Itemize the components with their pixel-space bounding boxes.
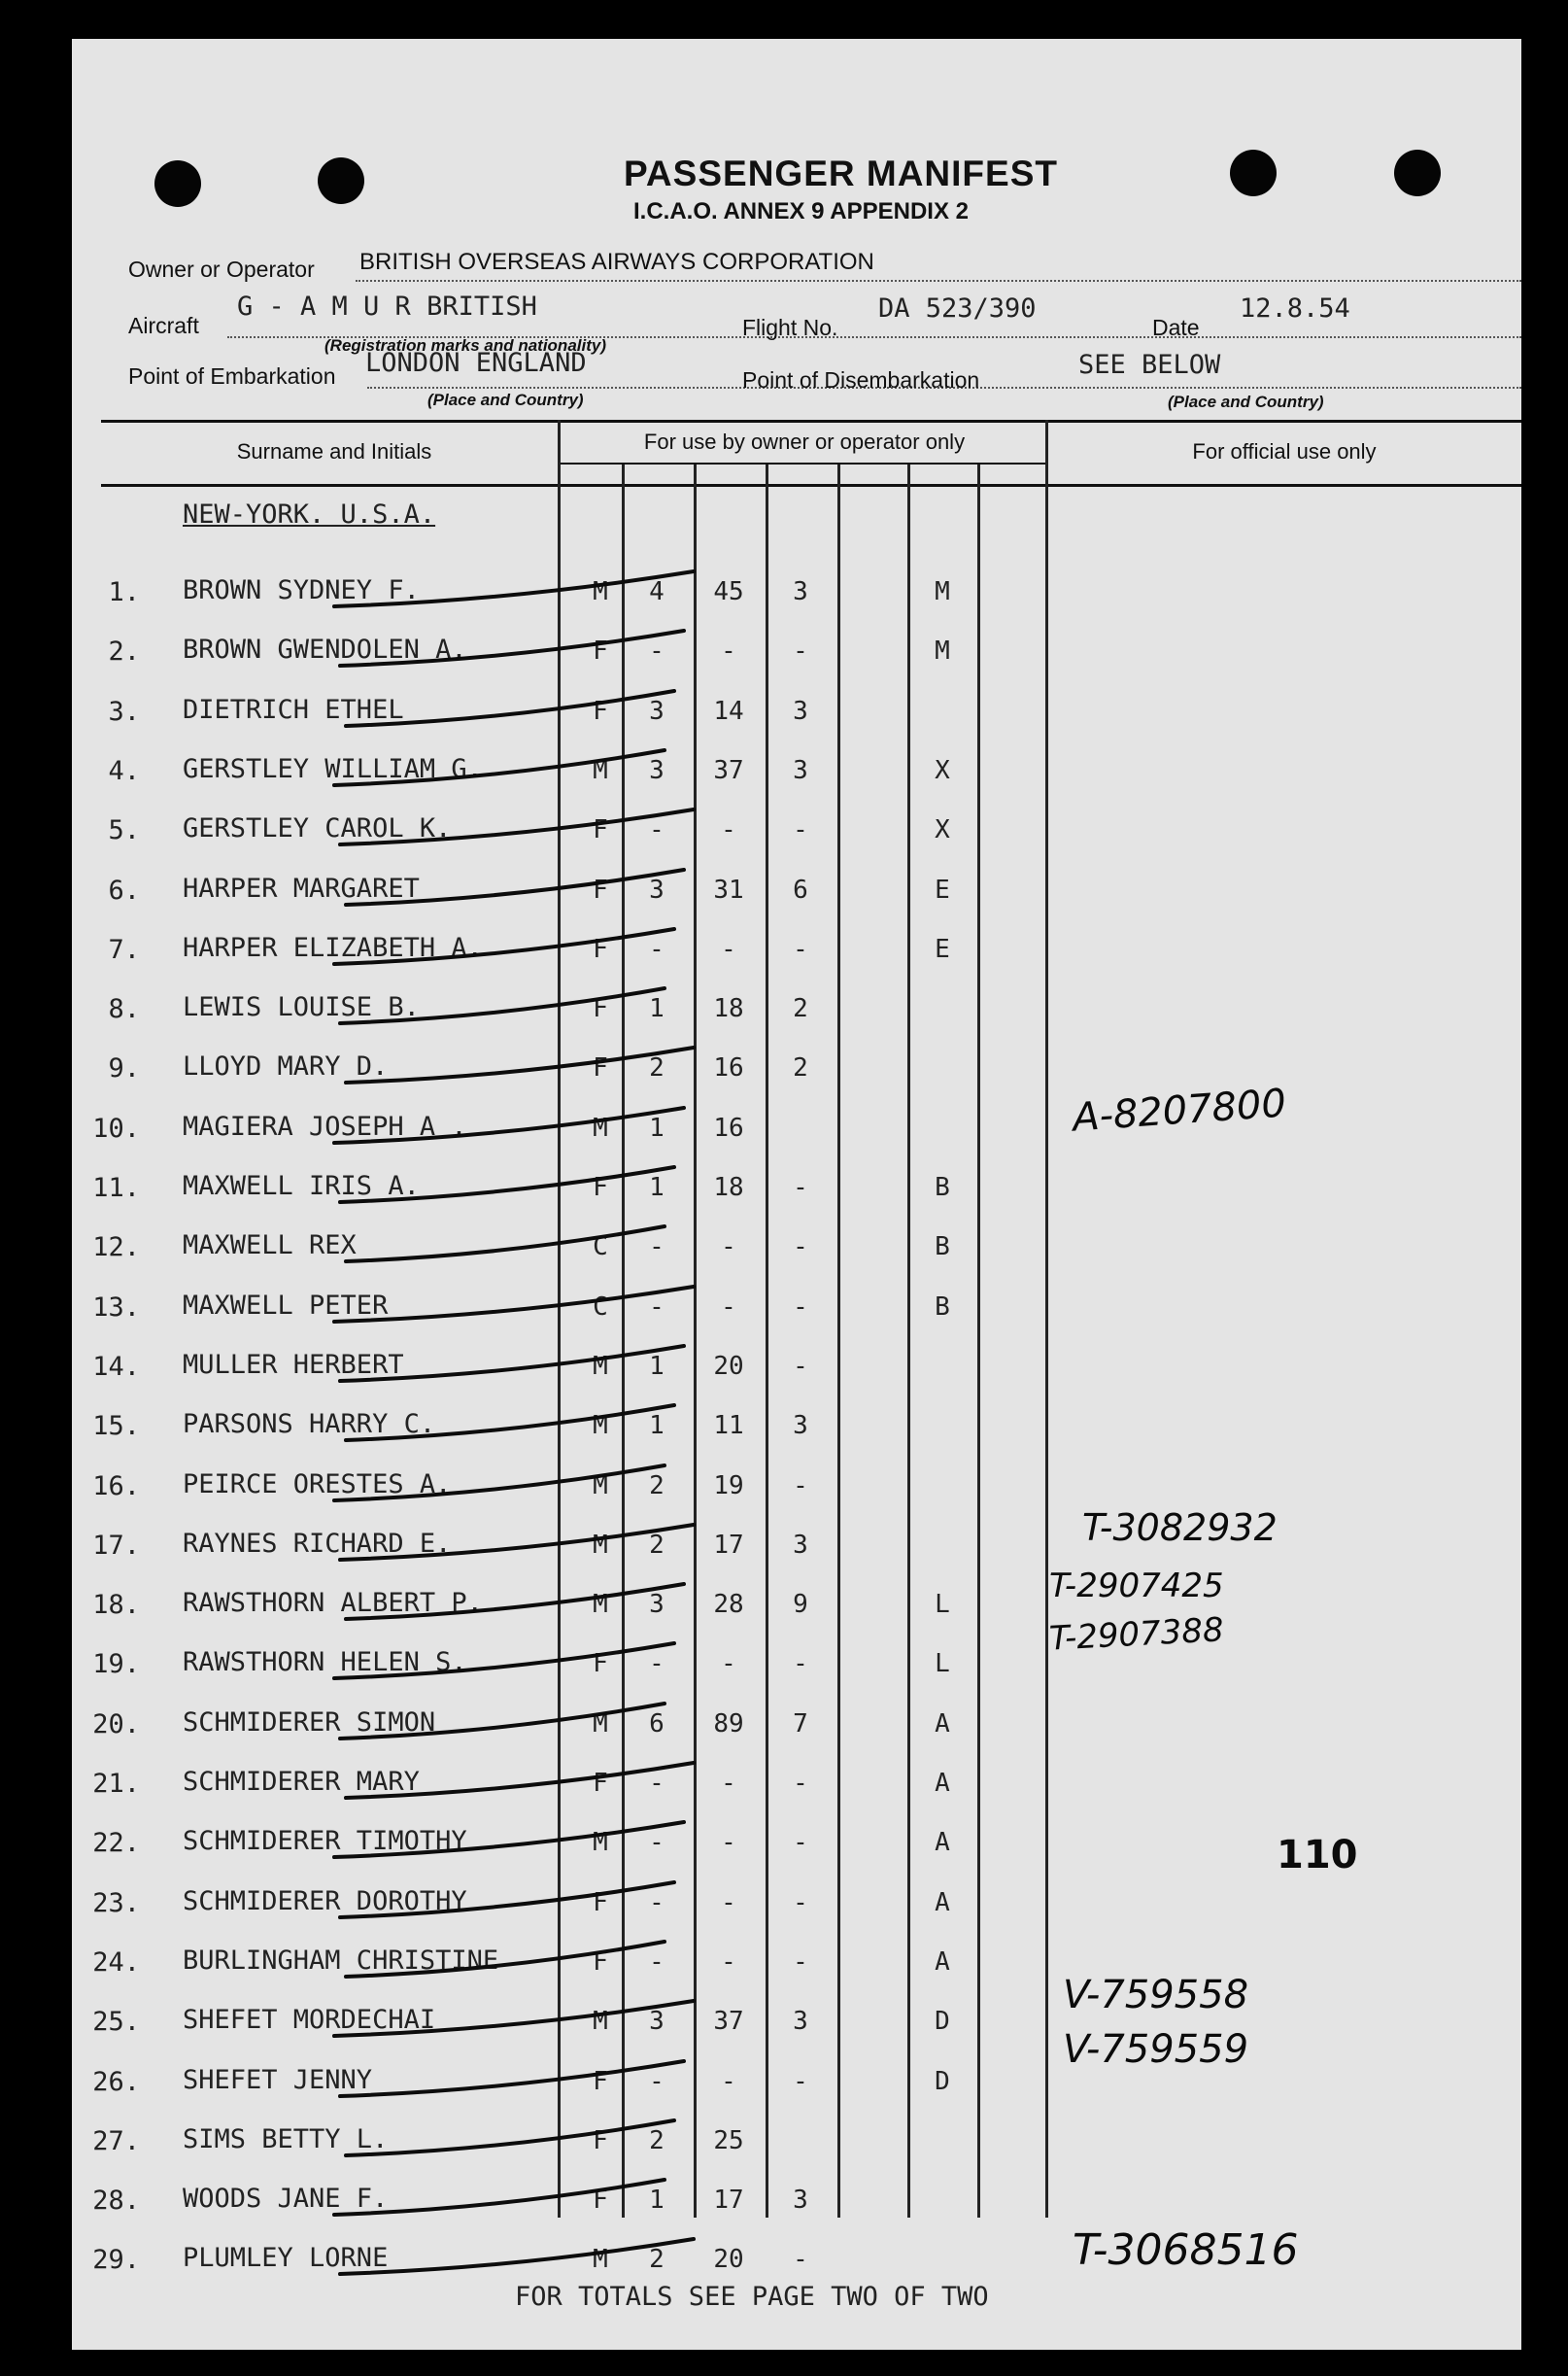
- check-stroke: [346, 870, 684, 905]
- passenger-name: HARPER ELIZABETH A.: [183, 933, 483, 963]
- cell-c4: 2: [793, 1053, 808, 1083]
- row-number: 26.: [92, 2067, 140, 2097]
- cell-c2: -: [649, 815, 665, 844]
- cell-c6: D: [935, 2067, 950, 2096]
- flight-label: Flight No.: [742, 315, 838, 340]
- cell-c4: 3: [793, 1411, 808, 1440]
- row-number: 22.: [92, 1828, 140, 1858]
- passenger-name: SHEFET MORDECHAI: [183, 2005, 436, 2035]
- row-number: 18.: [92, 1590, 140, 1620]
- aircraft-label: Aircraft: [128, 313, 199, 338]
- cell-c3: 28: [713, 1590, 744, 1619]
- passenger-name: RAWSTHORN ALBERT P.: [183, 1588, 483, 1618]
- passenger-name: DIETRICH ETHEL: [183, 695, 404, 725]
- cell-c3: 37: [713, 756, 744, 785]
- check-stroke: [334, 1643, 674, 1678]
- cell-c1: F: [593, 876, 608, 905]
- cell-c4: -: [793, 1947, 808, 1977]
- cell-c4: -: [793, 1828, 808, 1857]
- passenger-name: SCHMIDERER TIMOTHY: [183, 1826, 467, 1856]
- cell-c1: M: [593, 1352, 608, 1381]
- cell-c1: F: [593, 1947, 608, 1977]
- cell-c6: D: [935, 2007, 950, 2036]
- cell-c6: A: [935, 1888, 950, 1917]
- passenger-name: MAXWELL IRIS A.: [183, 1171, 420, 1201]
- cell-c2: -: [649, 1232, 665, 1261]
- cell-c2: 2: [649, 2245, 665, 2274]
- cell-c6: B: [935, 1292, 950, 1322]
- cell-c2: 3: [649, 876, 665, 905]
- check-stroke: [346, 1584, 684, 1619]
- check-stroke: [334, 571, 694, 606]
- row-number: 5.: [108, 815, 140, 845]
- cell-c6: L: [935, 1590, 950, 1619]
- check-stroke: [346, 1763, 694, 1798]
- row-number: 7.: [108, 935, 140, 965]
- passenger-name: MAGIERA JOSEPH A .: [183, 1112, 467, 1142]
- cell-c1: F: [593, 1053, 608, 1083]
- row-number: 6.: [108, 876, 140, 906]
- cell-c3: -: [721, 1292, 736, 1322]
- cell-c3: 16: [713, 1053, 744, 1083]
- cell-c2: -: [649, 1828, 665, 1857]
- passenger-name: MAXWELL PETER: [183, 1291, 389, 1321]
- row-number: 19.: [92, 1649, 140, 1679]
- row-number: 10.: [92, 1114, 140, 1144]
- cell-c4: -: [793, 1352, 808, 1381]
- cell-c1: F: [593, 1649, 608, 1678]
- cell-c4: -: [793, 1888, 808, 1917]
- check-stroke: [340, 2061, 684, 2096]
- handwritten-row18: T-2907425: [1049, 1567, 1224, 1605]
- cell-c4: 3: [793, 577, 808, 606]
- row-number: 27.: [92, 2126, 140, 2156]
- page-subtitle: I.C.A.O. ANNEX 9 APPENDIX 2: [633, 198, 969, 224]
- cell-c4: 3: [793, 1531, 808, 1560]
- cell-c6: E: [935, 876, 950, 905]
- cell-c2: 1: [649, 1352, 665, 1381]
- handwritten-row19: T-2907388: [1048, 1610, 1225, 1659]
- col-header-name: Surname and Initials: [236, 439, 432, 464]
- check-stroke: [340, 1525, 694, 1560]
- row-number: 17.: [92, 1531, 140, 1561]
- check-stroke: [346, 691, 674, 726]
- cell-c4: 9: [793, 1590, 808, 1619]
- cell-c4: 2: [793, 994, 808, 1023]
- cell-c1: M: [593, 1114, 608, 1143]
- cell-c1: F: [593, 1888, 608, 1917]
- cell-c2: -: [649, 1888, 665, 1917]
- cell-c2: 4: [649, 577, 665, 606]
- passenger-name: SCHMIDERER DOROTHY: [183, 1886, 467, 1916]
- cell-c6: M: [935, 577, 950, 606]
- row-number: 13.: [92, 1292, 140, 1323]
- cell-c3: 31: [713, 876, 744, 905]
- cell-c2: -: [649, 1292, 665, 1322]
- check-stroke: [334, 1822, 684, 1857]
- cell-c1: M: [593, 2007, 608, 2036]
- cell-c3: -: [721, 1769, 736, 1798]
- cell-c2: 1: [649, 1173, 665, 1202]
- cell-c1: F: [593, 697, 608, 726]
- section-heading: NEW-YORK. U.S.A.: [183, 499, 436, 530]
- cell-c4: -: [793, 815, 808, 844]
- cell-c2: -: [649, 1649, 665, 1678]
- cell-c6: X: [935, 756, 950, 785]
- cell-c3: 19: [713, 1471, 744, 1500]
- cell-c4: -: [793, 1471, 808, 1500]
- check-stroke: [334, 2001, 694, 2036]
- passenger-name: BURLINGHAM CHRISTINE: [183, 1946, 499, 1976]
- cell-c3: 20: [713, 1352, 744, 1381]
- embark-label: Point of Embarkation: [128, 363, 336, 389]
- cell-c1: M: [593, 1411, 608, 1440]
- passenger-name: SCHMIDERER MARY: [183, 1767, 420, 1797]
- passenger-name: PLUMLEY LORNE: [183, 2243, 389, 2273]
- owner-label: Owner or Operator: [128, 257, 315, 282]
- cell-c2: -: [649, 1947, 665, 1977]
- check-stroke: [334, 2180, 665, 2215]
- passenger-name: HARPER MARGARET: [183, 874, 420, 904]
- check-stroke: [346, 1942, 665, 1977]
- cell-c1: C: [593, 1292, 608, 1322]
- cell-c6: L: [935, 1649, 950, 1678]
- row-number: 3.: [108, 697, 140, 727]
- row-number: 4.: [108, 756, 140, 786]
- cell-c2: -: [649, 935, 665, 964]
- manifest-page: [72, 39, 1521, 2350]
- row-number: 25.: [92, 2007, 140, 2037]
- handwritten-row29: T-3068516: [1073, 2225, 1299, 2275]
- embark-value: LONDON ENGLAND: [365, 348, 587, 378]
- cell-c6: E: [935, 935, 950, 964]
- cell-c3: -: [721, 935, 736, 964]
- cell-c1: C: [593, 1232, 608, 1261]
- row-number: 14.: [92, 1352, 140, 1382]
- cell-c3: 45: [713, 577, 744, 606]
- handwritten-row25: V-759558: [1063, 1973, 1249, 2017]
- cell-c3: -: [721, 1649, 736, 1678]
- col-header-official: For official use only: [1192, 439, 1377, 464]
- cell-c2: 2: [649, 2126, 665, 2155]
- check-stroke: [334, 1108, 684, 1143]
- passenger-name: BROWN SYDNEY F.: [183, 575, 420, 605]
- cell-c2: 2: [649, 1053, 665, 1083]
- row-number: 16.: [92, 1471, 140, 1501]
- aircraft-value: G - A M U R BRITISH: [237, 292, 537, 322]
- passenger-name: GERSTLEY CAROL K.: [183, 813, 452, 844]
- cell-c3: 14: [713, 697, 744, 726]
- row-number: 11.: [92, 1173, 140, 1203]
- cell-c3: 89: [713, 1709, 744, 1739]
- cell-c2: 1: [649, 994, 665, 1023]
- cell-c1: M: [593, 1709, 608, 1739]
- cell-c3: 20: [713, 2245, 744, 2274]
- disembark-label: Point of Disembarkation: [742, 367, 980, 393]
- handwritten-row17: T-3082932: [1082, 1506, 1278, 1549]
- check-stroke: [340, 1346, 684, 1381]
- row-number: 24.: [92, 1947, 140, 1978]
- cell-c2: -: [649, 637, 665, 666]
- cell-c2: -: [649, 2067, 665, 2096]
- row-number: 21.: [92, 1769, 140, 1799]
- cell-c1: M: [593, 1828, 608, 1857]
- check-stroke: [340, 1167, 674, 1202]
- passenger-name: RAYNES RICHARD E.: [183, 1529, 452, 1559]
- check-stroke: [334, 1287, 694, 1322]
- cell-c4: -: [793, 935, 808, 964]
- passenger-name: WOODS JANE F.: [183, 2184, 389, 2214]
- cell-c3: -: [721, 815, 736, 844]
- passenger-name: MAXWELL REX: [183, 1230, 357, 1260]
- row-number: 28.: [92, 2186, 140, 2216]
- cell-c2: 3: [649, 2007, 665, 2036]
- cell-c3: 17: [713, 1531, 744, 1560]
- handwritten-row26: V-759559: [1063, 2027, 1249, 2072]
- cell-c3: 18: [713, 1173, 744, 1202]
- cell-c4: -: [793, 2245, 808, 2274]
- cell-c2: 3: [649, 697, 665, 726]
- cell-c4: -: [793, 1649, 808, 1678]
- date-value: 12.8.54: [1240, 293, 1350, 324]
- cell-c3: 16: [713, 1114, 744, 1143]
- cell-c4: 7: [793, 1709, 808, 1739]
- date-label: Date: [1152, 315, 1200, 340]
- cell-c3: -: [721, 1947, 736, 1977]
- cell-c2: 1: [649, 2186, 665, 2215]
- flight-value: DA 523/390: [878, 293, 1037, 324]
- cell-c2: 6: [649, 1709, 665, 1739]
- cell-c1: M: [593, 1531, 608, 1560]
- table-footer: FOR TOTALS SEE PAGE TWO OF TWO: [515, 2282, 989, 2312]
- cell-c1: M: [593, 1471, 608, 1500]
- check-stroke: [346, 1405, 674, 1440]
- embark-note: (Place and Country): [427, 391, 584, 409]
- row-number: 9.: [108, 1053, 140, 1084]
- check-stroke: [334, 1465, 665, 1500]
- passenger-name: BROWN GWENDOLEN A.: [183, 635, 467, 665]
- passenger-name: LLOYD MARY D.: [183, 1051, 389, 1082]
- check-stroke: [346, 2120, 674, 2155]
- check-stroke: [346, 1048, 694, 1083]
- check-stroke: [346, 1226, 665, 1261]
- row-number: 23.: [92, 1888, 140, 1918]
- cell-c1: M: [593, 1590, 608, 1619]
- cell-c4: -: [793, 1232, 808, 1261]
- cell-c3: -: [721, 2067, 736, 2096]
- cell-c2: 1: [649, 1114, 665, 1143]
- passenger-name: SCHMIDERER SIMON: [183, 1707, 436, 1738]
- cell-c4: 3: [793, 2007, 808, 2036]
- cell-c1: M: [593, 577, 608, 606]
- cell-c1: F: [593, 815, 608, 844]
- check-stroke: [340, 1882, 674, 1917]
- disembark-note: (Place and Country): [1168, 393, 1324, 411]
- cell-c6: A: [935, 1709, 950, 1739]
- passenger-name: SHEFET JENNY: [183, 2065, 373, 2095]
- row-number: 20.: [92, 1709, 140, 1739]
- cell-c4: 3: [793, 756, 808, 785]
- passenger-name: LEWIS LOUISE B.: [183, 992, 420, 1022]
- cell-c1: F: [593, 2126, 608, 2155]
- check-stroke: [340, 809, 694, 844]
- cell-c6: A: [935, 1769, 950, 1798]
- row-number: 2.: [108, 637, 140, 667]
- passenger-name: PEIRCE ORESTES A.: [183, 1469, 452, 1499]
- cell-c3: 25: [713, 2126, 744, 2155]
- registration-note: (Registration marks and nationality): [324, 336, 606, 355]
- cell-c3: 18: [713, 994, 744, 1023]
- cell-c2: 2: [649, 1471, 665, 1500]
- check-stroke: [340, 988, 665, 1023]
- cell-c3: 11: [713, 1411, 744, 1440]
- handwritten-row10: A-8207800: [1071, 1081, 1288, 1141]
- cell-c3: -: [721, 1232, 736, 1261]
- cell-c3: 17: [713, 2186, 744, 2215]
- cell-c4: 3: [793, 697, 808, 726]
- cell-c3: 37: [713, 2007, 744, 2036]
- cell-c3: -: [721, 1888, 736, 1917]
- cell-c1: F: [593, 637, 608, 666]
- check-stroke: [340, 631, 684, 666]
- cell-c6: M: [935, 637, 950, 666]
- row-number: 15.: [92, 1411, 140, 1441]
- passenger-name: PARSONS HARRY C.: [183, 1409, 436, 1439]
- cell-c6: A: [935, 1828, 950, 1857]
- cell-c1: F: [593, 1173, 608, 1202]
- cell-c2: 3: [649, 756, 665, 785]
- check-stroke: [340, 1704, 665, 1739]
- cell-c6: X: [935, 815, 950, 844]
- row-number: 29.: [92, 2245, 140, 2275]
- cell-c6: B: [935, 1232, 950, 1261]
- cell-c1: M: [593, 756, 608, 785]
- cell-c4: -: [793, 1173, 808, 1202]
- cell-c4: -: [793, 1292, 808, 1322]
- passenger-name: GERSTLEY WILLIAM G.: [183, 754, 483, 784]
- cell-c2: -: [649, 1769, 665, 1798]
- cell-c1: M: [593, 2245, 608, 2274]
- cell-c1: F: [593, 994, 608, 1023]
- cell-c4: 3: [793, 2186, 808, 2215]
- passenger-name: MULLER HERBERT: [183, 1350, 404, 1380]
- cell-c2: 2: [649, 1531, 665, 1560]
- cell-c1: F: [593, 935, 608, 964]
- cell-c6: B: [935, 1173, 950, 1202]
- owner-value: BRITISH OVERSEAS AIRWAYS CORPORATION: [359, 249, 874, 275]
- cell-c1: F: [593, 2067, 608, 2096]
- cell-c6: A: [935, 1947, 950, 1977]
- ink-check-marks: [72, 39, 1521, 2350]
- cell-c4: -: [793, 637, 808, 666]
- cell-c4: 6: [793, 876, 808, 905]
- row-number: 12.: [92, 1232, 140, 1262]
- cell-c4: -: [793, 2067, 808, 2096]
- check-stroke: [334, 750, 665, 785]
- disembark-value: SEE BELOW: [1078, 350, 1221, 380]
- cell-c3: -: [721, 637, 736, 666]
- passenger-name: RAWSTHORN HELEN S.: [183, 1647, 467, 1677]
- cell-c2: 1: [649, 1411, 665, 1440]
- cell-c2: 3: [649, 1590, 665, 1619]
- check-stroke: [340, 2239, 694, 2274]
- check-stroke: [334, 929, 674, 964]
- cell-c3: -: [721, 1828, 736, 1857]
- cell-c1: F: [593, 2186, 608, 2215]
- passenger-name: SIMS BETTY L.: [183, 2124, 389, 2154]
- cell-c4: -: [793, 1769, 808, 1798]
- row-number: 8.: [108, 994, 140, 1024]
- handwritten-side-number: 110: [1277, 1833, 1358, 1877]
- row-number: 1.: [108, 577, 140, 607]
- col-header-operator: For use by owner or operator only: [643, 430, 966, 454]
- cell-c1: F: [593, 1769, 608, 1798]
- page-title: PASSENGER MANIFEST: [624, 154, 1058, 193]
